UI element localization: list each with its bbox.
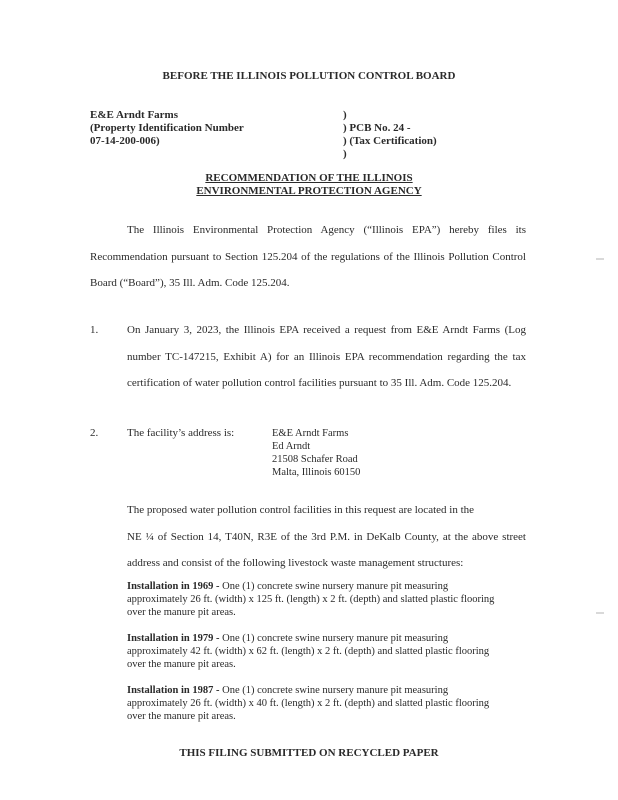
installation-heading: Installation in 1979 - (127, 633, 220, 644)
location-line: NE ¼ of Section 14, T40N, R3E of the 3rd P.M. in DeKalb County, at the above street (127, 531, 526, 543)
installation-1969 (127, 580, 527, 619)
installation-text: approximately 26 ft. (width) x 40 ft. (length) x 2 ft. (depth) and slatted plastic flooring (127, 698, 490, 709)
board-title: BEFORE THE ILLINOIS POLLUTION CONTROL BOARD (162, 70, 456, 82)
property-id-number: 07-14-200-006) (90, 135, 160, 147)
recycled-paper-footer: THIS FILING SUBMITTED ON RECYCLED PAPER (179, 747, 439, 759)
scan-mark (596, 258, 604, 260)
caption-party (90, 109, 244, 148)
item-2-label: The facility’s address is: (127, 427, 235, 439)
document-title-line-1: RECOMMENDATION OF THE ILLINOIS (205, 172, 413, 184)
item-2-number: 2. (90, 427, 99, 439)
caption-paren: ) (343, 109, 347, 121)
intro-line: The Illinois Environmental Protection Agency (“Illinois EPA”) hereby files its (127, 224, 526, 236)
pcb-number: ) PCB No. 24 - (343, 122, 411, 134)
installation-heading: Installation in 1969 - (127, 581, 220, 592)
caption-paren: ) (343, 148, 347, 160)
intro-line: Board (“Board”), 35 Ill. Adm. Code 125.204. (90, 277, 290, 289)
installation-text: over the manure pit areas. (127, 711, 236, 722)
installation-text: One (1) concrete swine nursery manure pit measuring (219, 581, 449, 592)
address-line: 21508 Schafer Road (272, 454, 358, 465)
installation-heading: Installation in 1987 - (127, 685, 220, 696)
item-1-line: certification of water pollution control facilities pursuant to 35 Ill. Adm. Code 125.204. (127, 377, 512, 389)
location-line: address and consist of the following livestock waste management structures: (127, 557, 464, 569)
address-line: Malta, Illinois 60150 (272, 467, 361, 478)
intro-line: Recommendation pursuant to Section 125.204 of the regulations of the Illinois Pollution Control (90, 251, 526, 263)
installation-text: One (1) concrete swine nursery manure pit measuring (219, 685, 449, 696)
item-1-line: On January 3, 2023, the Illinois EPA received a request from E&E Arndt Farms (Log (127, 324, 526, 336)
item-1-line: number TC-147215, Exhibit A) for an Illinois EPA recommendation regarding the tax (127, 351, 526, 363)
installation-text: One (1) concrete swine nursery manure pit measuring (219, 633, 449, 644)
item-1-number: 1. (90, 324, 99, 336)
installation-text: over the manure pit areas. (127, 659, 236, 670)
installation-text: approximately 42 ft. (width) x 62 ft. (length) x 2 ft. (depth) and slatted plastic flooring (127, 646, 490, 657)
location-line: The proposed water pollution control facilities in this request are located in the (127, 504, 475, 516)
property-id-label: (Property Identification Number (90, 122, 244, 134)
address-line: Ed Arndt (272, 441, 311, 452)
facility-address (272, 427, 360, 479)
installation-text: approximately 26 ft. (width) x 125 ft. (length) x 2 ft. (depth) and slatted plastic flooring (127, 594, 495, 605)
document-title-line-2: ENVIRONMENTAL PROTECTION AGENCY (196, 185, 422, 197)
caption-case (343, 109, 437, 161)
installation-text: over the manure pit areas. (127, 607, 236, 618)
installation-1979 (127, 632, 527, 671)
scan-mark (596, 612, 604, 614)
address-line: E&E Arndt Farms (272, 428, 349, 439)
case-type: ) (Tax Certification) (343, 135, 437, 147)
installation-1987 (127, 684, 527, 723)
party-name: E&E Arndt Farms (90, 109, 178, 121)
